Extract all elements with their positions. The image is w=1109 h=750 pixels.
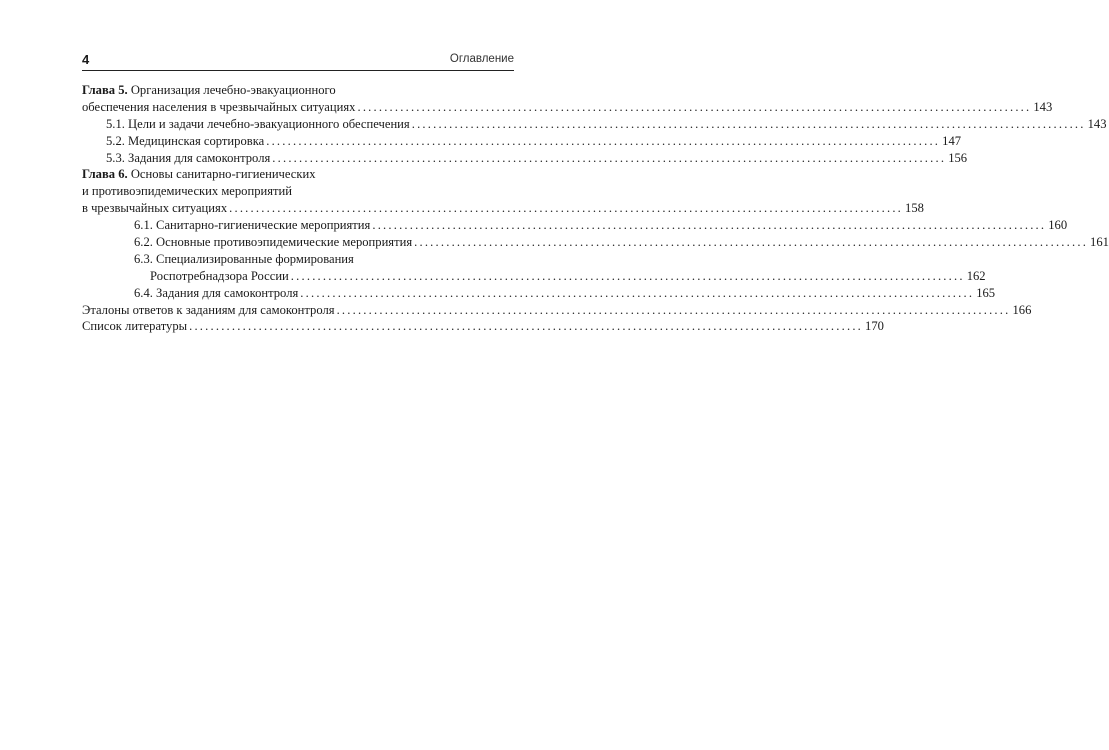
page-ref: 162: [966, 268, 986, 283]
toc-chapter-5-entry[interactable]: [82, 99, 1053, 116]
toc-entry[interactable]: [82, 285, 996, 302]
chapter-title-continued: в чрезвычайных ситуациях: [82, 201, 228, 216]
page-header: [82, 52, 514, 71]
entry-title: 6.4. Задания для самоконтроля: [134, 285, 299, 300]
page-ref: 156: [948, 150, 968, 165]
table-of-contents: [82, 82, 1109, 335]
toc-entry[interactable]: [82, 268, 986, 285]
toc-chapter-6-title-line: [82, 183, 514, 200]
page-number: 4: [82, 52, 90, 67]
entry-title: Эталоны ответов к заданиям для самоконтроля: [82, 302, 335, 317]
dot-leader: ..............................................................................................................................: [290, 268, 965, 283]
running-title: Оглавление: [449, 53, 514, 65]
page-ref: 160: [1048, 218, 1068, 233]
dot-leader: ..............................................................................................................................: [372, 218, 1047, 233]
dot-leader: ..............................................................................................................................: [266, 133, 941, 148]
chapter-title: Организация лечебно-эвакуационного: [130, 83, 336, 97]
page-ref: 143: [1087, 116, 1107, 131]
page-ref: 166: [1012, 302, 1032, 317]
entry-title: Список литературы: [82, 319, 188, 334]
page-ref: 158: [905, 201, 924, 216]
entry-title: 6.2. Основные противоэпидемические мероприятия: [134, 235, 413, 250]
entry-title: 6.3. Специализированные формирования: [134, 251, 354, 266]
toc-entry[interactable]: [82, 217, 1068, 234]
chapter-title-continued: и противоэпидемических мероприятий: [82, 184, 293, 199]
toc-chapter-6-heading[interactable]: [82, 166, 514, 183]
entry-title: 5.2. Медицинская сортировка: [106, 133, 265, 148]
toc-entry[interactable]: [82, 150, 968, 167]
dot-leader: ..............................................................................................................................: [357, 99, 1032, 114]
dot-leader: ..............................................................................................................................: [411, 116, 1086, 131]
entry-title: 5.1. Цели и задачи лечебно-эвакуационного обеспечения: [106, 116, 410, 131]
page-ref: 143: [1033, 99, 1053, 114]
chapter-title-continued: обеспечения населения в чрезвычайных ситуациях: [82, 99, 356, 114]
toc-chapter-6-entry[interactable]: [82, 200, 924, 217]
chapter-label: Глава 5.: [82, 83, 128, 97]
page-ref: 147: [942, 133, 962, 148]
toc-entry-answers[interactable]: [82, 302, 1032, 319]
entry-title: 5.3. Задания для самоконтроля: [106, 150, 271, 165]
page-ref: 165: [976, 285, 996, 300]
toc-entry[interactable]: [82, 133, 962, 150]
dot-leader: ..............................................................................................................................: [229, 201, 904, 216]
dot-leader: ..............................................................................................................................: [414, 235, 1089, 250]
dot-leader: ..............................................................................................................................: [189, 319, 864, 334]
dot-leader: ..............................................................................................................................: [300, 285, 975, 300]
entry-title: 6.1. Санитарно-гигиенические мероприятия: [134, 218, 371, 233]
toc-entry[interactable]: [82, 116, 1107, 133]
dot-leader: ..............................................................................................................................: [336, 302, 1011, 317]
entry-title-continued: Роспотребнадзора России: [150, 268, 289, 283]
toc-entry-line[interactable]: [82, 251, 514, 268]
chapter-title: Основы санитарно-гигиенических: [130, 167, 316, 182]
dot-leader: ..............................................................................................................................: [272, 150, 947, 165]
page-ref: 170: [865, 319, 884, 334]
page-ref: 161: [1090, 235, 1109, 250]
toc-entry[interactable]: [82, 234, 1109, 251]
toc-entry-references[interactable]: [82, 318, 884, 335]
chapter-label: Глава 6.: [82, 167, 128, 182]
toc-chapter-5-heading[interactable]: [82, 82, 514, 99]
